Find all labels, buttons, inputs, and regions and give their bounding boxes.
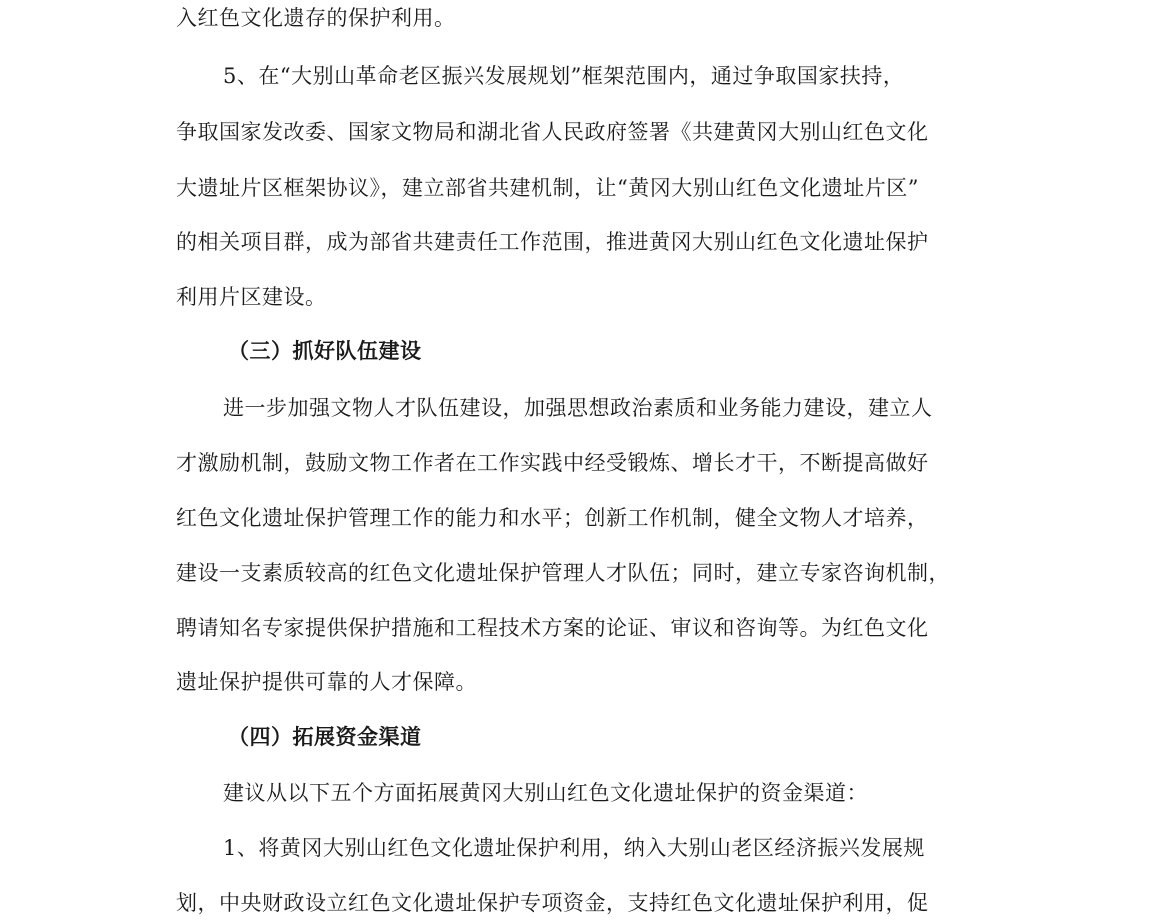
paragraph-line: 1、将黄冈大别山红色文化遗址保护利用，纳入大别山老区经济振兴发展规 (223, 836, 925, 860)
paragraph-line: 建议从以下五个方面拓展黄冈大别山红色文化遗址保护的资金渠道： (223, 781, 868, 805)
paragraph-line: 红色文化遗址保护管理工作的能力和水平；创新工作机制，健全文物人才培养， (176, 506, 929, 530)
paragraph-line: 大遗址片区框架协议》，建立部省共建机制，让“黄冈大别山红色文化遗址片区” (176, 176, 919, 200)
paragraph-line: 争取国家发改委、国家文物局和湖北省人民政府签署《共建黄冈大别山红色文化 (176, 120, 929, 144)
paragraph-line: 遗址保护提供可靠的人才保障。 (176, 670, 477, 694)
paragraph-line: 建设一支素质较高的红色文化遗址保护管理人才队伍；同时，建立专家咨询机制， (176, 561, 950, 585)
paragraph-line: 才激励机制，鼓励文物工作者在工作实践中经受锻炼、增长才干，不断提高做好 (176, 451, 929, 475)
paragraph-line: 利用片区建设。 (176, 285, 327, 309)
paragraph-line: 的相关项目群，成为部省共建责任工作范围，推进黄冈大别山红色文化遗址保护 (176, 230, 929, 254)
paragraph-line: 划，中央财政设立红色文化遗址保护专项资金，支持红色文化遗址保护利用，促 (176, 891, 929, 915)
paragraph-line: 进一步加强文物人才队伍建设，加强思想政治素质和业务能力建设，建立人 (223, 396, 933, 420)
section-heading: （三）抓好队伍建设 (228, 338, 422, 363)
paragraph-line: 聘请知名专家提供保护措施和工程技术方案的论证、审议和咨询等。为红色文化 (176, 616, 929, 640)
paragraph-line: 入红色文化遗存的保护利用。 (176, 6, 456, 30)
section-heading: （四）拓展资金渠道 (228, 724, 422, 749)
paragraph-line: 5、在“大别山革命老区振兴发展规划”框架范围内，通过争取国家扶持， (223, 64, 905, 88)
